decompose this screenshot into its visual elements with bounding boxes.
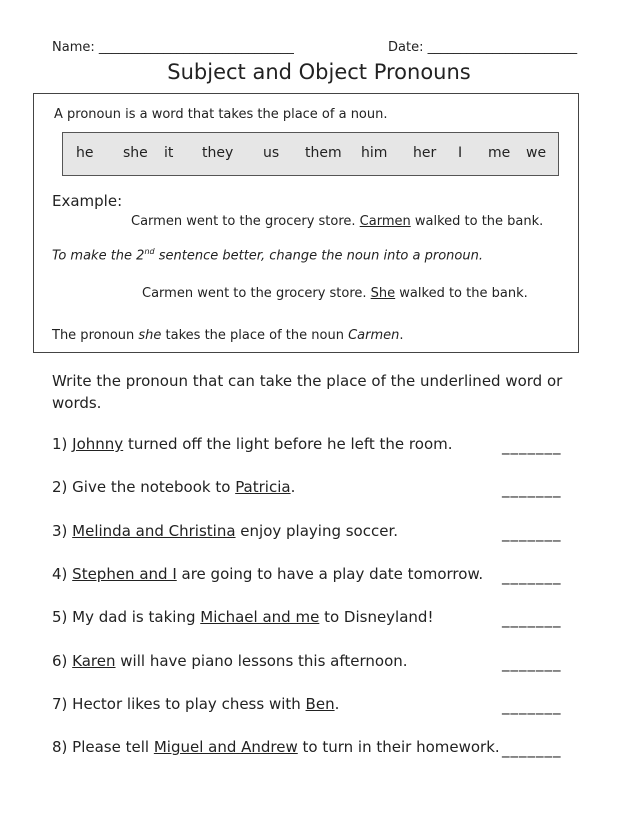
example-sentence-2: Carmen went to the grocery store. She walked to the bank. [142, 286, 528, 301]
question-4 [52, 565, 483, 583]
underlined-words: Johnny [72, 435, 124, 453]
pronoun-item: me [488, 145, 511, 161]
underlined-words: Melinda and Christina [72, 521, 236, 540]
answer-blank[interactable]: _______ [502, 610, 562, 629]
question-text: enjoy playing soccer. [235, 521, 399, 540]
question-5 [52, 608, 433, 626]
name-field[interactable]: Name: ______________________________ [52, 40, 294, 55]
pronoun-item: it [164, 145, 174, 161]
answer-blank[interactable]: _______ [502, 437, 562, 455]
answer-blank[interactable]: _______ [502, 480, 562, 499]
question-text: Please tell [72, 738, 154, 757]
example-label: Example: [52, 192, 123, 210]
date-field[interactable]: Date: _______________________ [388, 40, 578, 55]
underlined-words: Stephen and I [72, 564, 177, 583]
question-number: 6) [52, 651, 73, 670]
underlined-words: Karen [72, 651, 116, 670]
question-number: 1) [52, 435, 73, 453]
pronoun-item: he [76, 145, 94, 161]
underlined-pronoun: She [370, 286, 396, 301]
pronoun-item: her [413, 145, 437, 161]
intro-text: A pronoun is a word that takes the place of a noun. [54, 107, 388, 122]
pronoun-info-box [33, 93, 579, 353]
answer-blank[interactable]: _______ [502, 523, 562, 542]
question-text: Give the notebook to [72, 478, 236, 497]
page-title: Subject and Object Pronouns [167, 60, 471, 84]
question-number: 5) [52, 608, 73, 627]
question-3 [52, 522, 398, 540]
answer-blank[interactable]: _______ [502, 740, 562, 759]
underlined-words: Miguel and Andrew [153, 738, 298, 757]
underlined-words: Michael and me [200, 608, 320, 627]
instructions: Write the pronoun that can take the place of the underlined word or words. [52, 372, 563, 412]
question-text: to turn in their homework. [297, 738, 500, 757]
pronoun-item: them [305, 145, 342, 161]
example-sentence-1: Carmen went to the grocery store. Carmen walked to the bank. [131, 214, 544, 229]
question-text: will have piano lessons this afternoon. [115, 651, 408, 670]
answer-blank[interactable]: _______ [502, 696, 562, 715]
question-text: are going to have a play date tomorrow. [176, 564, 484, 583]
question-text: . [290, 478, 296, 497]
underlined-words: Patricia [235, 478, 291, 497]
question-number: 7) [52, 694, 73, 713]
question-1 [52, 435, 453, 453]
question-number: 4) [52, 564, 73, 583]
question-text: My dad is taking [72, 608, 201, 627]
pronoun-list [62, 132, 559, 176]
underlined-noun: Carmen [359, 214, 411, 229]
question-text: turned off the light before he left the room. [123, 435, 453, 453]
pronoun-item: us [263, 145, 280, 161]
question-text: Hector likes to play chess with [72, 694, 306, 713]
question-text: to Disneyland! [319, 608, 434, 627]
pronoun-item: him [361, 145, 388, 161]
pronoun-item: I [458, 145, 463, 161]
answer-blank[interactable]: _______ [502, 653, 562, 672]
example-explanation: The pronoun she takes the place of the noun Carmen. [52, 328, 404, 343]
example-note: To make the 2nd sentence better, change the noun into a pronoun. [52, 247, 483, 264]
question-text: . [334, 694, 340, 713]
pronoun-item: she [123, 145, 148, 161]
question-6 [52, 652, 408, 670]
question-8 [52, 738, 500, 756]
question-2 [52, 478, 295, 496]
answer-blank[interactable]: _______ [502, 566, 562, 585]
pronoun-item: we [526, 145, 547, 161]
underlined-words: Ben [305, 694, 335, 713]
pronoun-item: they [202, 145, 234, 161]
question-number: 2) [52, 478, 73, 497]
question-number: 8) [52, 738, 73, 757]
question-number: 3) [52, 521, 73, 540]
question-7 [52, 695, 339, 713]
